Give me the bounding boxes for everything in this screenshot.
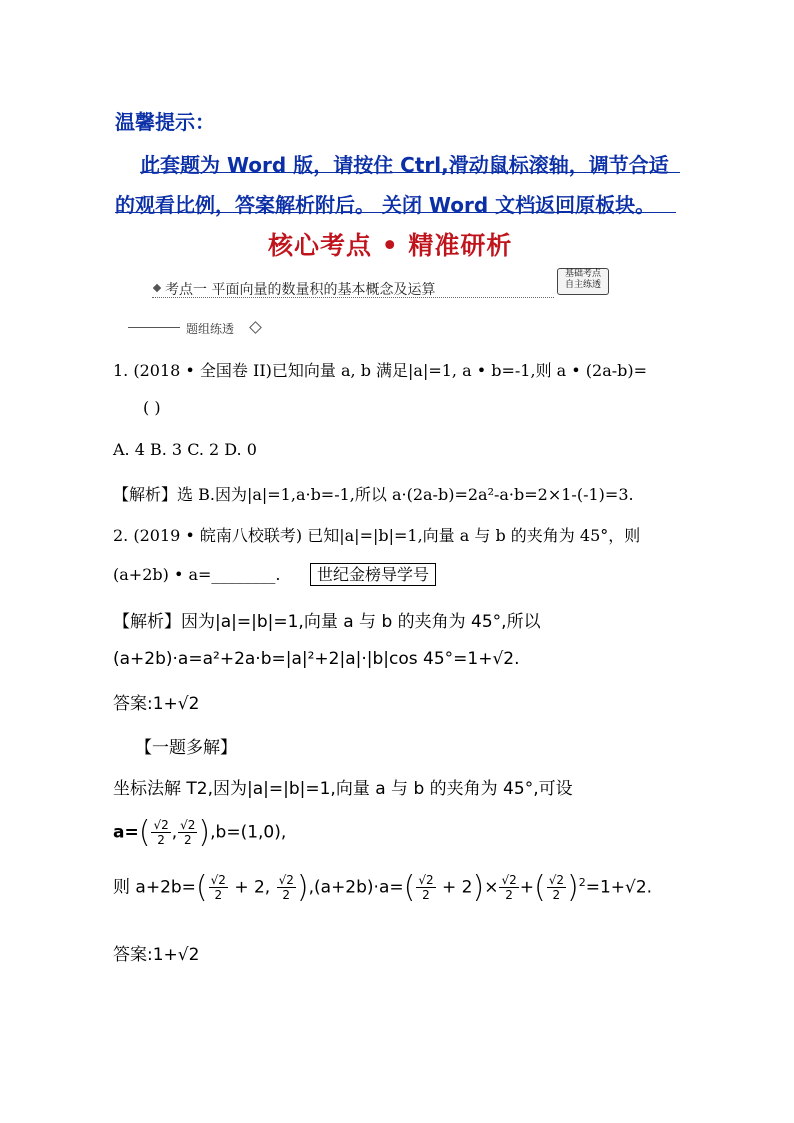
q1-analysis-text: 选 B.因为|a|=1,a·b=-1,所以 a·(2a-b)=2a²-a·b=2×1-(-1)=3. bbox=[177, 485, 634, 504]
paren-close: ) bbox=[472, 870, 485, 905]
frac-den: 2 bbox=[282, 888, 291, 902]
frac-num: √2 bbox=[418, 873, 434, 887]
frac-num: √2 bbox=[180, 818, 196, 832]
badge-line-1: 基础考点 bbox=[564, 269, 601, 279]
q2-stem: 2. (2019 • 皖南八校联考) 已知|a|=|b|=1,向量 a 与 b 的夹角为 45°，则 bbox=[113, 526, 641, 545]
frac-den: 2 bbox=[183, 833, 192, 847]
multi-line2-prefix: a= bbox=[113, 822, 139, 843]
q1-stem: 1. (2018 • 全国卷 II)已知向量 a, b 满足|a|=1, a • b=-1,则 a • (2a-b)= bbox=[113, 361, 648, 380]
q2-code-box bbox=[310, 562, 436, 585]
main-title: 核心考点 • 精准研析 bbox=[268, 231, 513, 260]
q1-options: A. 4 B. 3 C. 2 D. 0 bbox=[113, 440, 257, 459]
knowledge-point-divider bbox=[152, 297, 554, 298]
q2-answer: 答案:1+√2 bbox=[113, 694, 200, 714]
fraction bbox=[209, 873, 228, 902]
frac-num: √2 bbox=[153, 818, 169, 832]
q1-analysis-label: 【解析】 bbox=[113, 485, 178, 504]
paren-close: ) bbox=[198, 815, 211, 850]
multi-line-1: 坐标法解 T2,因为|a|=|b|=1,向量 a 与 b 的夹角为 45°,可设 bbox=[113, 779, 573, 799]
frac-den: 2 bbox=[505, 888, 513, 902]
diamond-bullet-icon bbox=[153, 284, 161, 292]
multi-line3-end: =1+√2. bbox=[585, 877, 653, 898]
multi-line2-suffix: ,b=(1,0), bbox=[210, 822, 287, 843]
group-divider-icon bbox=[128, 327, 180, 328]
frac-den: 2 bbox=[422, 888, 430, 902]
diamond-icon bbox=[249, 321, 262, 334]
q2-analysis-text-1: 因为|a|=|b|=1,向量 a 与 b 的夹角为 45°,所以 bbox=[181, 612, 541, 632]
tip-title: 温馨提示： bbox=[115, 110, 215, 134]
tip-underline-1 bbox=[140, 172, 680, 173]
square-exponent: 2 bbox=[578, 875, 586, 889]
level-badge bbox=[557, 268, 609, 295]
multi-line3-prefix: 则 a+2b= bbox=[113, 877, 196, 898]
q2-stem-2: (a+2b) • a=________. bbox=[113, 565, 281, 584]
q2-analysis-1 bbox=[113, 607, 541, 632]
frac-num: √2 bbox=[210, 873, 226, 887]
paren-close: ) bbox=[567, 870, 579, 905]
fraction bbox=[178, 818, 197, 847]
multi-label: 【一题多解】 bbox=[135, 738, 237, 758]
q2-analysis-label: 【解析】 bbox=[113, 612, 181, 632]
fraction bbox=[151, 818, 170, 847]
tip-line-1: 此套题为 Word 版，请按住 Ctrl,滑动鼠标滚轴，调节合适 bbox=[140, 153, 669, 177]
tip-line-2: 的观看比例，答案解析附后。 关闭 Word 文档返回原板块。 bbox=[115, 193, 656, 217]
multi-line-2: a=( $\frac{√2}{2}$ , $\frac{√2}{2}$ ),b=(1,0), bbox=[113, 815, 287, 850]
frac-den: 2 bbox=[552, 888, 561, 902]
paren-close: ) bbox=[296, 870, 309, 905]
frac-den: 2 bbox=[214, 888, 223, 902]
q2-analysis-2: (a+2b)·a=a²+2a·b=|a|²+2|a|·|b|cos 45°=1+√2. bbox=[113, 649, 520, 669]
fraction bbox=[416, 873, 435, 902]
multi-line3-mid: ,(a+2b)·a= bbox=[308, 877, 404, 898]
frac-num: √2 bbox=[501, 873, 517, 887]
fraction bbox=[547, 873, 566, 902]
frac-den: 2 bbox=[157, 833, 165, 847]
frac-num: √2 bbox=[278, 873, 294, 887]
fraction bbox=[499, 873, 518, 902]
frac-num: √2 bbox=[548, 873, 564, 887]
paren-open: ( bbox=[403, 870, 416, 905]
q1-analysis bbox=[113, 482, 634, 505]
q1-blank: ( ) bbox=[143, 398, 161, 417]
group-label: 题组练透 bbox=[186, 322, 235, 336]
paren-open: ( bbox=[138, 815, 151, 850]
paren-open: ( bbox=[195, 870, 208, 905]
paren-open: ( bbox=[534, 870, 546, 905]
q2-code-label: 世纪金榜导学号 bbox=[310, 563, 436, 586]
knowledge-point-heading: 考点一 平面向量的数量积的基本概念及运算 bbox=[165, 282, 436, 298]
tip-underline-2 bbox=[115, 212, 676, 213]
fraction bbox=[277, 873, 296, 902]
multi-answer: 答案:1+√2 bbox=[113, 945, 200, 965]
multi-line-3: 则 a+2b=( $\frac{√2}{2}$ + 2, $\frac{√2}{2}$ ),(a+2b)·a=( $\frac{√2}{2}$ + 2)× $\frac{√2}{2}$ +( $\frac{√2}{2}$ )$^2$=1+√2. bbox=[113, 870, 653, 905]
badge-line-2: 自主练透 bbox=[564, 280, 601, 290]
